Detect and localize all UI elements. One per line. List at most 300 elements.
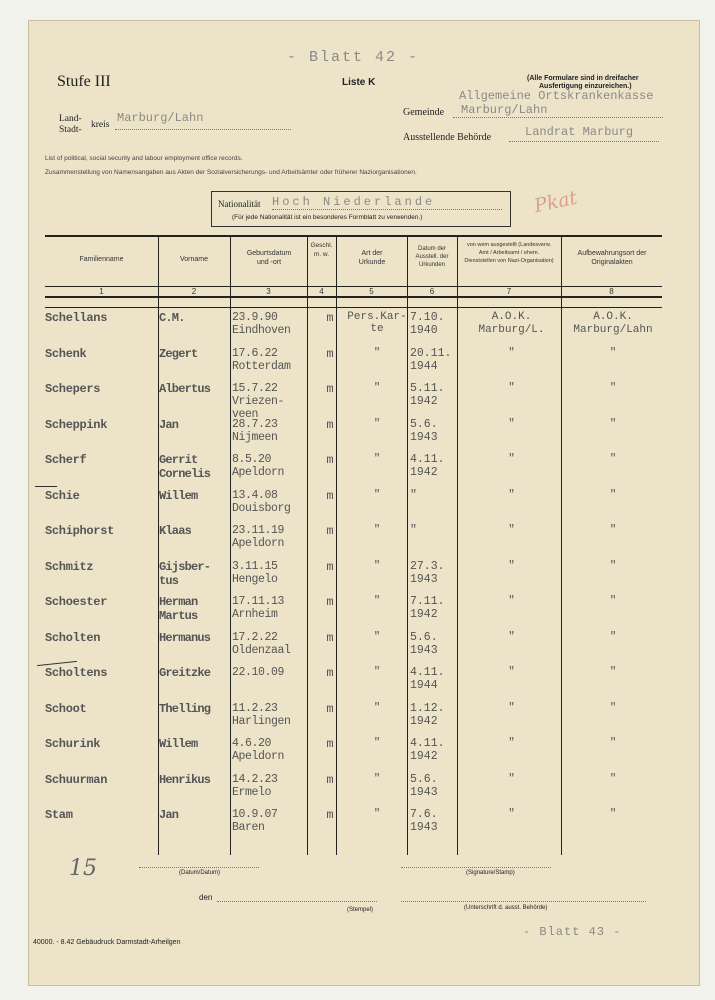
ausstellung-datum-cell-line: 1.12. (410, 701, 445, 715)
urkunde-art-cell-line: " (373, 595, 381, 607)
geburt-cell-line: 4.6.20 (232, 737, 272, 750)
urkunde-art-cell-line: " (373, 701, 381, 714)
aufbewahrung-cell (564, 311, 662, 337)
aussteller-cell (459, 631, 564, 644)
geburt-cell (232, 347, 312, 373)
table-row (45, 631, 662, 667)
familienname-cell (45, 311, 160, 325)
ausstellung-datum-cell (410, 524, 460, 537)
aussteller-cell (459, 347, 564, 360)
col-header-vorname: Vorname (179, 256, 209, 263)
familienname-cell-line: Schuurman (45, 772, 108, 787)
ausstellung-datum-cell (410, 808, 460, 834)
urkunde-art-cell (341, 382, 413, 394)
vorname-cell-line: Jan (159, 417, 179, 432)
vorname-cell (159, 560, 241, 588)
geburt-cell-line: Hengelo (232, 572, 278, 586)
margin-mark (35, 486, 57, 487)
col-num-3: 3 (266, 287, 271, 296)
signature-line (401, 867, 551, 868)
geburt-cell-line: 11.2.23 (232, 701, 278, 715)
geschlecht-cell-line: m (326, 559, 334, 574)
aufbewahrung-cell-line: A.O.K. (593, 311, 633, 323)
aufbewahrung-cell-line: " (609, 559, 617, 572)
aufbewahrung-cell (564, 666, 662, 679)
vorname-cell-line: tus (159, 573, 179, 588)
urkunde-art-cell-line: Pers.Kar- (347, 311, 407, 323)
vorname-cell (159, 702, 241, 716)
vorname-cell-line: Gijsber- (159, 559, 211, 574)
geburt-cell (232, 418, 312, 444)
familienname-cell (45, 418, 160, 432)
vorname-cell (159, 631, 241, 645)
geschlecht-cell-line: m (326, 453, 334, 467)
familienname-cell (45, 702, 160, 716)
urkunde-art-cell (341, 773, 413, 785)
table-row (45, 382, 662, 421)
vorname-cell (159, 489, 241, 503)
familienname-cell-line: Stam (45, 808, 73, 822)
aussteller-cell (459, 489, 564, 502)
nationality-box (211, 191, 511, 227)
urkunde-art-cell (341, 737, 413, 749)
vorname-cell-line: Klaas (159, 524, 192, 538)
familienname-cell-line: Schurink (45, 737, 101, 751)
aufbewahrung-cell (564, 595, 662, 608)
col-num-4: 4 (319, 287, 324, 296)
familienname-cell (45, 453, 160, 467)
vorname-cell-line: Thelling (159, 701, 211, 716)
vorname-cell-line: C.M. (159, 311, 185, 325)
ausstellung-datum-cell-line: 1943 (410, 643, 438, 657)
familienname-cell (45, 666, 160, 680)
ausstellung-datum-cell (410, 595, 460, 621)
ausstellung-datum-cell (410, 666, 460, 692)
ausstellung-datum-cell-line: 1942 (410, 714, 438, 728)
urkunde-art-cell-line: " (373, 453, 381, 465)
vorname-cell-line: Hermanus (159, 630, 211, 645)
ausstellung-datum-cell-line: 5.11. (410, 382, 445, 395)
handwritten-mark: Pkat (532, 186, 580, 218)
geburt-cell-line: 28.7.23 (232, 417, 278, 431)
aufbewahrung-cell (564, 737, 662, 750)
geschlecht-cell-line: m (326, 701, 334, 716)
table-row (45, 489, 662, 525)
ausstellung-datum-cell-line: 1942 (410, 750, 438, 763)
geburt-cell-line: Apeldorn (232, 466, 285, 479)
stufe-title: Stufe III (57, 73, 111, 90)
vorname-cell (159, 311, 241, 325)
geburt-cell-line: veen (232, 408, 259, 421)
ausstellung-datum-cell-line: 7.6. (410, 808, 438, 821)
aussteller-cell (459, 311, 564, 337)
vorname-cell (159, 453, 241, 481)
aufbewahrung-cell-line: " (609, 701, 617, 714)
ausstellung-datum-cell-line: 1943 (410, 572, 438, 586)
records-table (45, 235, 662, 875)
aufbewahrung-cell-line: " (609, 524, 617, 536)
vorname-cell (159, 666, 241, 680)
table-row (45, 347, 662, 383)
urkunde-art-cell-line: " (373, 630, 381, 643)
ausstellung-datum-cell (410, 418, 460, 444)
date-line (139, 867, 259, 868)
table-row (45, 453, 662, 489)
stadt-label: Stadt- (59, 125, 82, 135)
printer-info: 40000. - 8.42 Gebäudruck Darmstadt-Arheilgen (33, 939, 181, 946)
familienname-cell (45, 382, 160, 396)
col-header-datum: Datum der Ausstell. der Urkunden (415, 246, 449, 268)
familienname-cell (45, 737, 160, 751)
vorname-cell-line: Cornelis (159, 467, 211, 481)
familienname-cell (45, 347, 160, 361)
col-header-geburt: Geburtsdatum und -ort (246, 250, 292, 266)
familienname-cell (45, 560, 160, 574)
behoerde-label: Ausstellende Behörde (403, 132, 492, 143)
urkunde-art-cell-line: " (373, 524, 381, 536)
aussteller-cell-line: " (508, 524, 515, 536)
familienname-cell-line: Schellans (45, 311, 108, 325)
table-row (45, 808, 662, 844)
urkunde-art-cell (341, 418, 413, 430)
urkunde-art-cell-line: " (373, 559, 381, 572)
aussteller-cell-line: " (508, 701, 515, 714)
table-row (45, 524, 662, 560)
geburt-cell (232, 311, 312, 337)
aussteller-cell-line: " (508, 417, 515, 430)
aussteller-cell (459, 595, 564, 608)
unterschrift-line (401, 901, 646, 902)
col-header-familienname: Familienname (79, 256, 124, 263)
ausstellung-datum-cell (410, 382, 460, 408)
den-line (217, 901, 377, 902)
geburt-cell (232, 595, 312, 621)
aufbewahrung-cell-line: " (609, 488, 617, 501)
familienname-cell (45, 773, 160, 787)
geburt-cell-line: Arnheim (232, 608, 278, 621)
ausstellung-datum-cell-line: 5.6. (410, 772, 438, 786)
formular-note-1: (Alle Formulare sind in dreifacher (527, 75, 639, 82)
land-label: Land- (59, 114, 82, 124)
geburt-cell-line: Douisborg (232, 501, 291, 515)
aufbewahrung-cell (564, 489, 662, 502)
behoerde-line (509, 141, 659, 142)
geburt-cell-line: 3.11.15 (232, 559, 278, 573)
familienname-cell-line: Scholten (45, 630, 101, 645)
ausstellung-datum-cell-line: " (410, 488, 417, 502)
gemeinde-value-1: Allgemeine Ortskrankenkasse (459, 89, 654, 103)
aussteller-cell (459, 666, 564, 679)
col-num-6: 6 (429, 287, 435, 296)
urkunde-art-cell (341, 347, 413, 359)
geburt-cell-line: 14.2.23 (232, 772, 278, 786)
aussteller-cell (459, 560, 564, 573)
vorname-cell (159, 382, 241, 396)
urkunde-art-cell (341, 489, 413, 501)
urkunde-art-cell-line: " (373, 666, 381, 678)
familienname-cell-line: Schoot (45, 701, 87, 716)
ausstellung-datum-cell-line: 27.3. (410, 559, 445, 573)
geschlecht-cell-line: m (326, 311, 334, 325)
geburt-cell-line: 17.2.22 (232, 630, 278, 644)
unterschrift-label: (Unterschrift d. ausst. Behörde) (464, 905, 548, 911)
nationality-label: Nationalität (218, 199, 261, 209)
nationality-note: (Für jede Nationalität ist ein besonderes Formblatt zu verwenden.) (232, 214, 423, 221)
col-num-1: 1 (99, 287, 104, 296)
familienname-cell-line: Schepers (45, 382, 101, 396)
aufbewahrung-cell-line: Marburg/Lahn (573, 324, 653, 336)
ausstellung-datum-cell-line: 1942 (410, 608, 438, 621)
urkunde-art-cell-line: " (373, 346, 381, 359)
geburt-cell-line: 23.9.90 (232, 311, 278, 324)
aufbewahrung-cell (564, 418, 662, 431)
ausstellung-datum-cell (410, 702, 460, 728)
geschlecht-cell-line: m (326, 737, 334, 751)
geburt-cell-line: 17.6.22 (232, 346, 278, 360)
urkunde-art-cell (341, 453, 413, 465)
formular-note-2: Ausfertigung einzureichen.) (539, 83, 632, 90)
familienname-cell-line: Schie (45, 488, 80, 503)
vorname-cell-line: Willem (159, 488, 198, 503)
kreis-value: Marburg/Lahn (117, 111, 204, 125)
col-header-geschl: Geschl. m. w. (310, 242, 333, 258)
geschlecht-cell-line: m (326, 417, 334, 432)
den-label: den (199, 893, 213, 902)
date-label: (Datum/Datum) (179, 870, 221, 876)
col-num-8: 8 (609, 287, 614, 296)
aussteller-cell (459, 702, 564, 715)
geschlecht-cell-line: m (326, 808, 334, 822)
ausstellung-datum-cell-line: 4.11. (410, 666, 445, 679)
kreis-line (115, 129, 291, 130)
aufbewahrung-cell-line: " (609, 346, 617, 359)
geburt-cell-line: Harlingen (232, 714, 291, 728)
table-row (45, 702, 662, 738)
aussteller-cell (459, 773, 564, 786)
geburt-cell-line: Nijmeen (232, 430, 278, 444)
aussteller-cell-line: A.O.K. (491, 311, 532, 323)
geburt-cell (232, 560, 312, 586)
vorname-cell-line: Henrikus (159, 772, 211, 787)
geschlecht-cell-line: m (326, 488, 334, 503)
aufbewahrung-cell (564, 347, 662, 360)
familienname-cell-line: Schmitz (45, 559, 94, 574)
aussteller-cell (459, 524, 564, 537)
aussteller-cell-line: " (508, 488, 515, 501)
gemeinde-label: Gemeinde (403, 107, 445, 118)
ausstellung-datum-cell-line: 5.6. (410, 630, 438, 644)
familienname-cell-line: Scherf (45, 453, 87, 467)
aufbewahrung-cell (564, 808, 662, 821)
aussteller-cell (459, 808, 564, 821)
aussteller-cell (459, 382, 564, 395)
geburt-cell (232, 808, 312, 834)
geburt-cell-line: Ermelo (232, 785, 272, 799)
geburt-cell-line: Rotterdam (232, 359, 291, 373)
geburt-cell-line: Baren (232, 821, 265, 834)
aussteller-cell-line: " (508, 346, 515, 359)
familienname-cell-line: Schenk (45, 346, 87, 361)
col-header-aufbewahrung: Aufbewahrungsort der Originalakten (577, 250, 647, 266)
vorname-cell-line: Gerrit (159, 453, 198, 467)
geburt-cell (232, 524, 312, 550)
vorname-cell-line: Jan (159, 808, 179, 822)
aussteller-cell (459, 737, 564, 750)
gemeinde-value-2: Marburg/Lahn (461, 103, 548, 117)
aussteller-cell-line: " (508, 559, 515, 572)
table-row (45, 773, 662, 809)
geburt-cell (232, 773, 312, 799)
aussteller-cell-line: " (508, 737, 515, 749)
geburt-cell (232, 489, 312, 515)
geburt-cell (232, 382, 312, 421)
aussteller-cell-line: " (508, 772, 515, 785)
vorname-cell-line: Martus (159, 609, 198, 623)
geburt-cell-line: 23.11.19 (232, 524, 285, 537)
vorname-cell (159, 418, 241, 432)
col-header-von-wem: von wem ausgestellt (Landesverw. Amt / Arbeitsamt / ehem. Dienststellen von Nazi-Organisation) (464, 242, 554, 264)
ausstellung-datum-cell-line: 1944 (410, 679, 438, 692)
aufbewahrung-cell-line: " (609, 666, 617, 678)
aussteller-cell-line: " (508, 808, 515, 820)
geburt-cell (232, 453, 312, 479)
urkunde-art-cell (341, 702, 413, 714)
ausstellung-datum-cell-line: 1942 (410, 395, 438, 408)
ausstellung-datum-cell (410, 311, 460, 337)
ausstellung-datum-cell-line: 20.11. (410, 346, 452, 360)
vorname-cell-line: Zegert (159, 346, 198, 361)
col-num-2: 2 (191, 287, 197, 296)
familienname-cell-line: Schiphorst (45, 524, 115, 538)
urkunde-art-cell (341, 311, 413, 335)
aufbewahrung-cell-line: " (609, 417, 617, 430)
aufbewahrung-cell (564, 453, 662, 466)
table-row (45, 737, 662, 773)
nationality-line (272, 209, 502, 210)
aussteller-cell-line: " (508, 453, 515, 465)
geburt-cell-line: 10.9.07 (232, 808, 278, 821)
aufbewahrung-cell-line: " (609, 595, 617, 607)
ausstellung-datum-cell-line: 1943 (410, 785, 438, 799)
geburt-cell-line: 8.5.20 (232, 453, 272, 466)
ausstellung-datum-cell (410, 631, 460, 657)
vorname-cell-line: Herman (159, 595, 198, 609)
geburt-cell (232, 737, 312, 763)
urkunde-art-cell-line: " (373, 488, 381, 501)
blatt-number-top: - Blatt 42 - (287, 49, 420, 66)
geschlecht-cell-line: m (326, 346, 334, 361)
vorname-cell-line: Albertus (159, 382, 211, 396)
geburt-cell (232, 702, 312, 728)
signature-label: (Signature/Stamp) (466, 870, 515, 876)
aufbewahrung-cell-line: " (609, 630, 617, 643)
aussteller-cell (459, 453, 564, 466)
geburt-cell-line: Oldenzaal (232, 643, 291, 657)
ausstellung-datum-cell-line: " (410, 524, 417, 537)
ausstellung-datum-cell-line: 7.11. (410, 595, 445, 608)
vorname-cell (159, 595, 241, 623)
geburt-cell-line: Apeldorn (232, 537, 285, 550)
geschlecht-cell-line: m (326, 630, 334, 645)
geburt-cell (232, 666, 312, 679)
ausstellung-datum-cell-line: 4.11. (410, 453, 445, 466)
urkunde-art-cell-line: " (373, 417, 381, 430)
familienname-cell (45, 524, 160, 538)
familienname-cell (45, 808, 160, 822)
aufbewahrung-cell (564, 524, 662, 537)
familienname-cell (45, 595, 160, 609)
aussteller-cell-line: " (508, 382, 515, 394)
geburt-cell-line: 15.7.22 (232, 382, 278, 395)
blatt-number-bottom: - Blatt 43 - (523, 925, 622, 939)
ausstellung-datum-cell (410, 489, 460, 502)
aufbewahrung-cell-line: " (609, 772, 617, 785)
handwritten-number: 15 (69, 856, 97, 881)
aussteller-cell (459, 418, 564, 431)
aussteller-cell-line: Marburg/L. (478, 324, 545, 336)
col-num-7: 7 (506, 287, 512, 296)
urkunde-art-cell-line: " (373, 772, 381, 785)
ausstellung-datum-cell (410, 773, 460, 799)
urkunde-art-cell-line: te (370, 323, 384, 335)
ausstellung-datum-cell-line: 1944 (410, 359, 438, 373)
aussteller-cell-line: " (508, 630, 515, 643)
geschlecht-cell-line: m (326, 772, 334, 787)
ausstellung-datum-cell (410, 453, 460, 479)
vorname-cell-line: Willem (159, 737, 198, 751)
geburt-cell (232, 631, 312, 657)
urkunde-art-cell-line: " (373, 737, 381, 749)
table-row (45, 418, 662, 454)
geburt-cell-line: Vriezen- (232, 395, 285, 408)
col-header-art: Art der Urkunde (358, 250, 386, 266)
table-row (45, 666, 662, 702)
urkunde-art-cell (341, 560, 413, 572)
aufbewahrung-cell-line: " (609, 808, 617, 820)
familienname-cell-line: Scheppink (45, 417, 108, 432)
urkunde-art-cell (341, 524, 413, 536)
aussteller-cell-line: " (508, 666, 515, 678)
aufbewahrung-cell (564, 382, 662, 395)
ausstellung-datum-cell-line: 7.10. (410, 311, 445, 324)
kreis-label: kreis (91, 120, 110, 130)
ausstellung-datum-cell-line: 1940 (410, 324, 438, 337)
gemeinde-line (453, 117, 663, 118)
aufbewahrung-cell (564, 773, 662, 786)
vorname-cell (159, 773, 241, 787)
vorname-cell-line: Greitzke (159, 666, 211, 680)
aufbewahrung-cell (564, 702, 662, 715)
liste-title: Liste K (342, 77, 376, 88)
vorname-cell (159, 524, 241, 538)
geschlecht-cell-line: m (326, 666, 334, 680)
urkunde-art-cell (341, 666, 413, 678)
table-row (45, 595, 662, 631)
aufbewahrung-cell (564, 560, 662, 573)
urkunde-art-cell-line: " (373, 808, 381, 820)
urkunde-art-cell-line: " (373, 382, 381, 394)
vorname-cell (159, 347, 241, 361)
table-row (45, 311, 662, 347)
behoerde-value: Landrat Marburg (525, 125, 634, 139)
geburt-cell-line: 17.11.13 (232, 595, 285, 608)
geburt-cell-line: Apeldorn (232, 750, 285, 763)
ausstellung-datum-cell (410, 347, 460, 373)
geburt-cell-line: 13.4.08 (232, 488, 278, 502)
vorname-cell (159, 808, 241, 822)
ausstellung-datum-cell-line: 1943 (410, 821, 438, 834)
col-num-5: 5 (369, 287, 374, 296)
